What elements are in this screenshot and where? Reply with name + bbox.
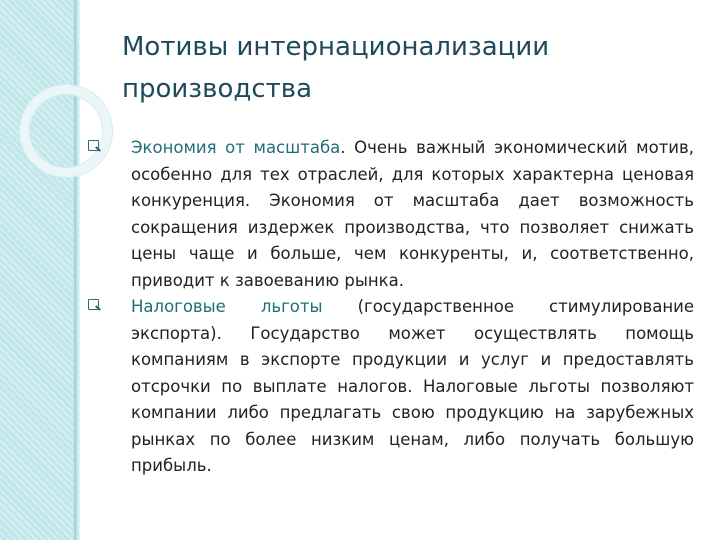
accent-band-edge (74, 0, 80, 540)
bullet-paragraph (131, 135, 694, 294)
bullet-term: Налоговые льготы (131, 297, 323, 316)
square-bullet-icon (88, 299, 101, 312)
slide-title-line-1: Мотивы интернационализации (122, 32, 550, 62)
left-accent-band (0, 0, 78, 540)
bullet-body: (государственное стимулирование экспорта). Государство может осуществлять помощь компаниям в экспорте продукции и услуг и предоставлять отсрочки по выплате налогов. Налоговые льготы позволяют компании либо предлагать свою продукцию на зарубежных рынках по более низким ценам, либо получать большую прибыль. (131, 297, 694, 475)
square-bullet-icon (88, 140, 101, 153)
bullet-body: . Очень важный экономический мотив, особенно для тех отраслей, для которых характерна ценовая конкуренция. Экономия от масштаба дает возможность сокращения издержек производства, что позволяет снижать цены чаще и больше, чем конкуренты, и, соответственно, приводит к завоеванию рынка. (131, 138, 695, 290)
slide-title-line-2: производства (122, 74, 313, 104)
bullet-item-tax-benefits (88, 294, 694, 480)
bullet-paragraph (131, 294, 694, 480)
bullet-list (88, 135, 694, 480)
bullet-term: Экономия от масштаба (131, 138, 341, 157)
slide-title (122, 26, 682, 110)
bullet-item-economies-of-scale (88, 135, 694, 294)
